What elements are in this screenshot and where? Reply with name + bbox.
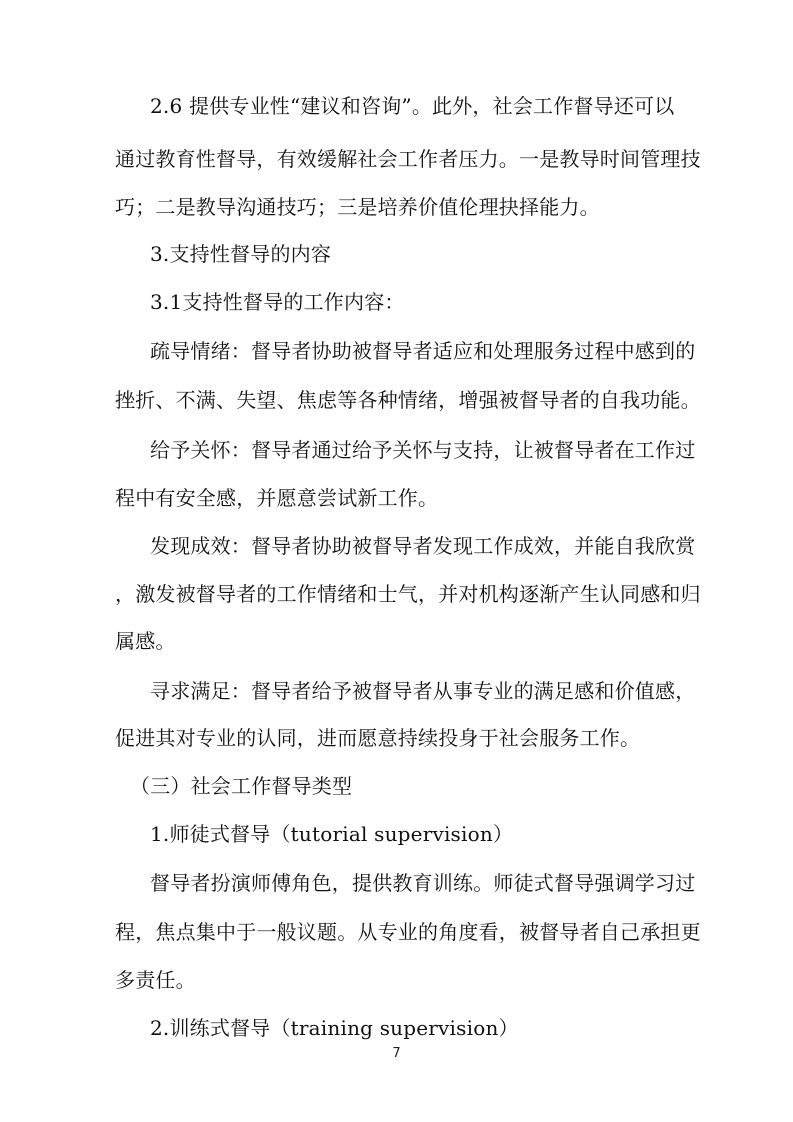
section-heading: （三）社会工作督导类型 <box>130 774 353 798</box>
paragraph-line: 2.6 提供专业性“建议和咨询”。此外，社会工作督导还可以 <box>150 94 675 118</box>
paragraph-line: 疏导情绪：督导者协助被督导者适应和处理服务过程中感到的 <box>150 339 696 363</box>
paragraph-line: 给予关怀：督导者通过给予关怀与支持，让被督导者在工作过 <box>150 438 696 462</box>
paragraph-line: 程中有安全感，并愿意尝试新工作。 <box>115 486 439 510</box>
section-heading: 3.支持性督导的内容 <box>150 242 332 266</box>
subsection-heading: 2.训练式督导（training supervision） <box>150 1016 519 1040</box>
page-number: 7 <box>392 1046 401 1061</box>
paragraph-line: ，激发被督导者的工作情绪和士气，并对机构逐渐产生认同感和归 <box>115 582 701 606</box>
subsection-heading: 1.师徒式督导（tutorial supervision） <box>150 822 514 846</box>
paragraph-line: 寻求满足：督导者给予被督导者从事专业的满足感和价值感， <box>150 679 696 703</box>
paragraph-line: 发现成效：督导者协助被督导者发现工作成效，并能自我欣赏 <box>150 534 696 558</box>
paragraph-line: 多责任。 <box>115 968 196 992</box>
paragraph-line: 属感。 <box>115 629 176 653</box>
paragraph-line: 促进其对专业的认同，进而愿意持续投身于社会服务工作。 <box>115 726 641 750</box>
paragraph-line: 通过教育性督导，有效缓解社会工作者压力。一是教导时间管理技 <box>115 147 701 171</box>
subsection-heading: 3.1支持性督导的工作内容： <box>150 290 405 314</box>
paragraph-line: 巧；二是教导沟通技巧；三是培养价值伦理抉择能力。 <box>115 195 600 219</box>
paragraph-line: 督导者扮演师傅角色，提供教育训练。师徒式督导强调学习过 <box>150 871 696 895</box>
paragraph-line: 挫折、不满、失望、焦虑等各种情绪，增强被督导者的自我功能。 <box>115 388 701 412</box>
paragraph-line: 程，焦点集中于一般议题。从专业的角度看，被督导者自己承担更 <box>115 920 701 944</box>
